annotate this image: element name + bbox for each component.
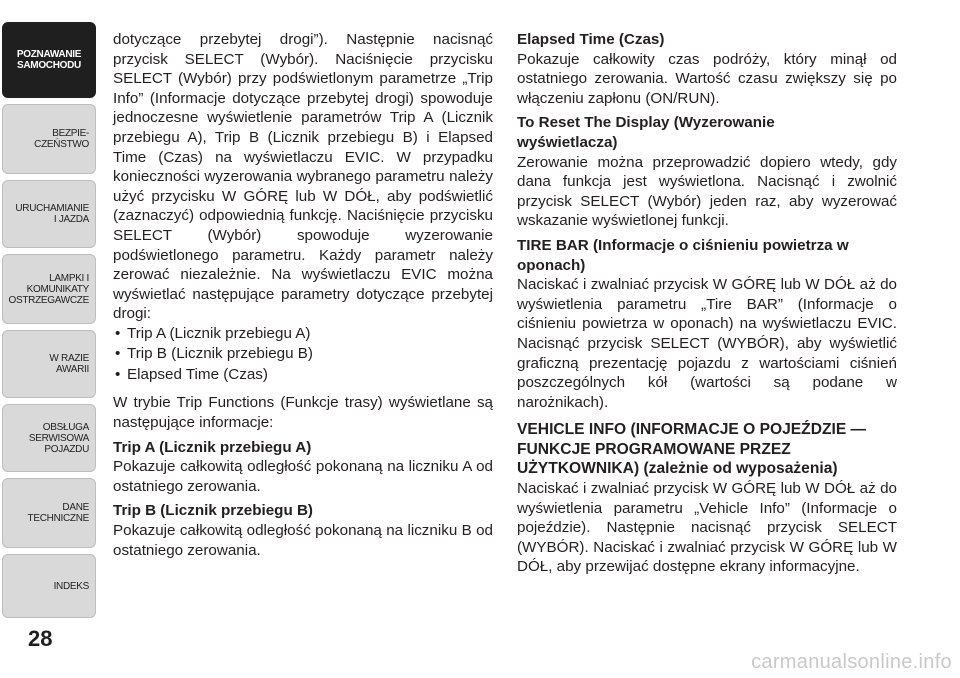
list-item: • Elapsed Time (Czas) bbox=[113, 365, 493, 386]
tab-obsluga-serwisowa[interactable] bbox=[2, 404, 96, 472]
paragraph: dotyczące przebytej drogi”). Następnie nacisnąć przycisk SELECT (Wybór). Naciśnięcie przycisku SELECT (Wybór) przy podświetlonym parametrze „Trip Info” (Informacje dotyczące przebytej drogi) spowoduje jednoczesne wyświetlenie parametrów Trip A (Licznik przebiegu A), Trip B (Licznik przebiegu B) i Elapsed Time (Czas) na wyświetlaczu EVIC. W przypadku konieczności wyzerowania wybranego parametru należy użyć przycisku W GÓRĘ lub W DÓŁ, aby podświetlić (zaznaczyć) odpowiednią funkcję. Naciśnięcie przycisku SELECT (Wybór) spowoduje wyzerowanie podświetlonego parametru. Każdy parametr należy zerować niezależnie. Na wyświetlaczu EVIC można wyświetlać następujące parametry dotyczące przebytej drogi: bbox=[113, 31, 493, 323]
paragraph: Zerowanie można przeprowadzić dopiero wtedy, gdy dana funkcja jest wyświetlona. Nacisnąć i zwolnić przycisk SELECT (Wybór) jeden raz, aby wyzerować wskazanie wyświetlonej funkcji. bbox=[517, 153, 897, 230]
tab-label: DANE TECHNICZNE bbox=[27, 502, 89, 524]
tab-poznawanie-samochodu[interactable] bbox=[2, 22, 96, 98]
tab-label: LAMPKI I KOMUNIKATY OSTRZEGAWCZE bbox=[8, 272, 89, 306]
tab-uruchamianie-i-jazda[interactable] bbox=[2, 180, 96, 248]
heading-vehicle-info: VEHICLE INFO (INFORMACJE O POJEŹDZIE — FUNKCJE PROGRAMOWANE PRZEZ UŻYTKOWNIKA) (zależnie od wyposażenia) bbox=[517, 421, 867, 478]
heading-elapsed-time: Elapsed Time (Czas) bbox=[517, 31, 665, 48]
tab-dane-techniczne[interactable] bbox=[2, 478, 96, 548]
page-number: 28 bbox=[28, 626, 53, 651]
paragraph: W trybie Trip Functions (Funkcje trasy) wyświetlane są następujące informacje: bbox=[113, 394, 493, 431]
heading-reset-display: To Reset The Display (Wyzerowanie wyświetlacza) bbox=[517, 114, 775, 151]
watermark: carmanualsonline.info bbox=[751, 651, 952, 673]
tab-lampki-i-komunikaty[interactable] bbox=[2, 254, 96, 324]
tab-label: W RAZIE AWARII bbox=[49, 353, 89, 375]
tab-indeks[interactable] bbox=[2, 554, 96, 618]
tab-label: URUCHAMIANIE I JAZDA bbox=[15, 203, 89, 225]
paragraph: Pokazuje całkowitą odległość pokonaną na liczniku B od ostatniego zerowania. bbox=[113, 521, 493, 559]
left-column bbox=[113, 30, 493, 560]
paragraph: Naciskać i zwalniać przycisk W GÓRĘ lub W DÓŁ aż do wyświetlenia parametru „Vehicle Info” (Informacje o pojeździe). Następnie nacisnąć przycisk SELECT (WYBÓR). Naciskać i zwalniać przycisk W GÓRĘ lub W DÓŁ, aby przewijać dostępne ekrany informacyjne. bbox=[517, 480, 897, 576]
paragraph: Pokazuje całkowity czas podróży, który minął od ostatniego zerowania. Wartość czasu zwiększy się po włączeniu zapłonu (ON/RUN). bbox=[517, 50, 897, 107]
tab-bezpieczenstwo[interactable] bbox=[2, 104, 96, 174]
heading-trip-a: Trip A (Licznik przebiegu A) bbox=[113, 438, 312, 456]
list-item: • Trip A (Licznik przebiegu A) bbox=[113, 324, 493, 345]
tab-label: INDEKS bbox=[53, 580, 89, 592]
tab-w-razie-awarii[interactable] bbox=[2, 330, 96, 398]
heading-tire-bar: TIRE BAR (Informacje o ciśnieniu powietrza w oponach) bbox=[517, 236, 849, 274]
heading-trip-b: Trip B (Licznik przebiegu B) bbox=[113, 502, 313, 520]
paragraph: Naciskać i zwalniać przycisk W GÓRĘ lub W DÓŁ aż do wyświetlenia parametru „Tire BAR” (Informacje o ciśnieniu powietrza w oponach) na wyświetlaczu EVIC. Nacisnąć przycisk SELECT (WYBÓR), aby wyświetlić graficzną prezentację pojazdu z wartościami ciśnień poszczególnych kół (wartości są podane w narożnikach). bbox=[517, 276, 897, 411]
list-item: • Trip B (Licznik przebiegu B) bbox=[113, 344, 493, 365]
paragraph: Pokazuje całkowitą odległość pokonaną na liczniku A od ostatniego zerowania. bbox=[113, 458, 493, 495]
right-column bbox=[517, 30, 897, 577]
tab-label: POZNAWANIE SAMOCHODU bbox=[16, 49, 82, 71]
tab-label: BEZPIE- CZEŃSTWO bbox=[34, 128, 89, 150]
tab-label: OBSŁUGA SERWISOWA POJAZDU bbox=[28, 421, 89, 455]
bullet-list bbox=[113, 324, 493, 386]
